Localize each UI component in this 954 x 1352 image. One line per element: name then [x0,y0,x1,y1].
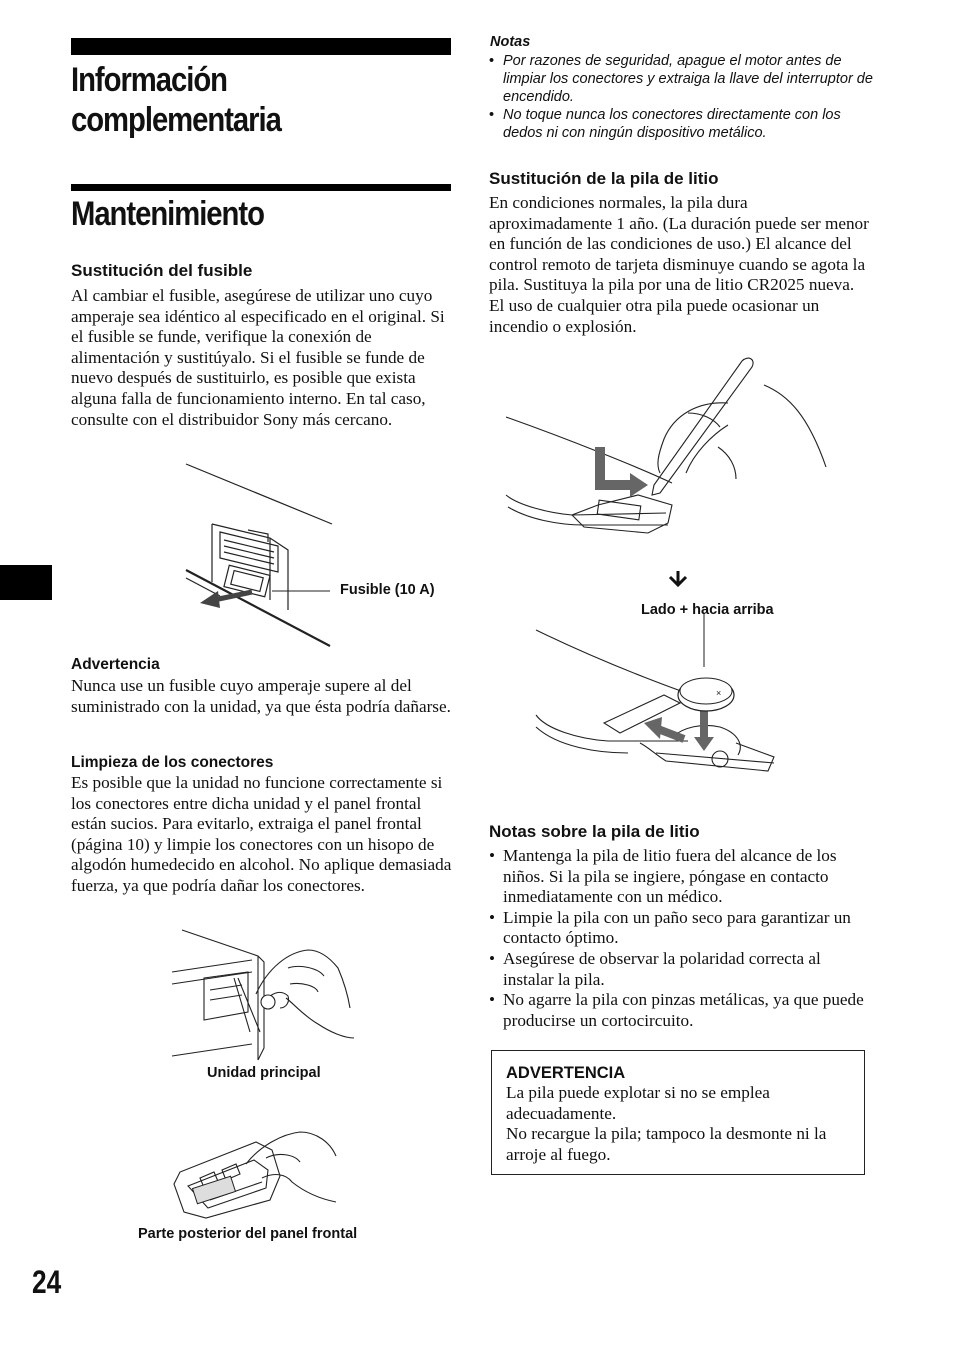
warning-box-line2: No recargue la pila; tampoco la desmonte ni la arroje al fuego. [506,1124,827,1164]
chapter-title-line1: Información [71,61,227,99]
warning-body: Nunca use un fusible cuyo amperaje supere al del suministrado con la unidad, ya que ésta podría dañarse. [71,676,451,716]
front-panel-illustration [170,1128,340,1220]
note-item: • Por razones de seguridad, apague el motor antes de limpiar los conectores y extraiga la llave del interruptor de encendido. [489,52,873,106]
battery-heading: Sustitución de la pila de litio [489,169,719,188]
section-tab-marker [0,565,52,600]
notes-title: Notas [490,34,531,50]
list-item: • Mantenga la pila de litio fuera del alcance de los niños. Si la pila se ingiere, póngase en contacto inmediatamente con un médico. [489,846,873,908]
connectors-body: Es posible que la unidad no funcione correctamente si los conectores entre dicha unidad y el panel frontal están sucios. Para evitarlo, extraiga el panel frontal (página 10) y limpie los conectores con un hisopo de algodón humedecido en alcohol. No aplique demasiada fuerza, ya que podría dañar los conectores. [71,773,452,895]
chapter-title-line2: complementaria [71,101,281,139]
battery-body: En condiciones normales, la pila dura aproximadamente 1 año. (La duración puede ser menor en función de las condiciones de uso.) El alcance del control remoto de tarjeta disminuye cuando se agota la pila. Sustituya la pila por una de litio CR2025 nueva. El uso de cualquier otra pila puede ocasionar un incendio o explosión. [489,193,869,336]
battery-label: Lado + hacia arriba [641,602,774,618]
warning-box [491,1050,865,1175]
fuse-label: Fusible (10 A) [340,582,435,598]
warning-box-title: ADVERTENCIA [506,1064,626,1082]
connectors-heading: Limpieza de los conectores [71,754,274,771]
battery-notes-heading: Notas sobre la pila de litio [489,822,700,841]
note-item: • No toque nunca los conectores directamente con los dedos ni con ningún dispositivo metálico. [489,106,873,142]
warning-box-line1: La pila puede explotar si no se emplea adecuadamente. [506,1083,770,1123]
list-item: • No agarre la pila con pinzas metálicas, ya que puede producirse un cortocircuito. [489,990,873,1031]
main-unit-illustration [168,928,363,1063]
fuse-body: Al cambiar el fusible, asegúrese de utilizar uno cuyo amperaje sea idéntico al especificado en el original. Si el fusible se funde, verifique la conexión de alimentación y sustitúyalo. Si el fusible se funde de nuevo después de sustituirlo, es posible que exista alguna falla de funcionamiento interno. En tal caso, consulte con el distribuidor Sony más cercano. [71,286,445,429]
battery-notes-list [489,846,873,1031]
fuse-illustration [180,460,360,650]
main-unit-label: Unidad principal [207,1065,321,1081]
list-item: • Limpie la pila con un paño seco para garantizar un contacto óptimo. [489,908,873,949]
svg-text:×: × [716,688,722,698]
section-rule [71,184,451,191]
list-item: • Asegúrese de observar la polaridad correcta al instalar la pila. [489,949,873,990]
front-panel-label: Parte posterior del panel frontal [138,1226,358,1242]
chapter-rule [71,38,451,55]
section-title: Mantenimiento [71,195,264,233]
page-number: 24 [32,1264,62,1300]
chapter-title [71,60,432,140]
battery-illustration [488,355,833,790]
notes-list [489,52,873,142]
fuse-heading: Sustitución del fusible [71,261,253,280]
warning-heading: Advertencia [71,656,160,673]
